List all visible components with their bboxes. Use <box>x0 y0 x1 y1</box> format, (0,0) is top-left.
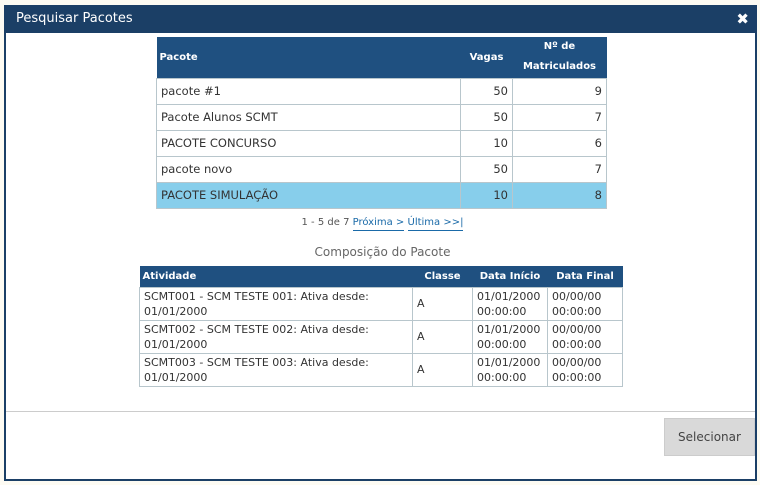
table-row[interactable] <box>157 104 607 130</box>
footer-divider <box>6 411 755 412</box>
column-header-vagas[interactable]: Vagas <box>461 37 513 78</box>
table-row <box>140 320 623 353</box>
pagination <box>6 217 759 228</box>
column-header-classe: Classe <box>413 266 473 287</box>
next-page-link[interactable]: Próxima > <box>353 217 405 231</box>
atividade-cell: SCMT003 - SCM TESTE 003: Ativa desde: 01/01/2000 <box>140 353 413 386</box>
package-name-cell: pacote novo <box>157 156 461 182</box>
dialog-title: Pesquisar Pacotes <box>16 11 133 26</box>
data-inicio-cell: 01/01/2000 00:00:00 <box>473 320 548 353</box>
column-header-atividade: Atividade <box>140 266 413 287</box>
atividade-cell: SCMT002 - SCM TESTE 002: Ativa desde: 01/01/2000 <box>140 320 413 353</box>
matriculados-cell: 6 <box>513 130 607 156</box>
column-header-data-final: Data Final <box>548 266 623 287</box>
matriculados-cell: 7 <box>513 156 607 182</box>
table-row[interactable] <box>157 130 607 156</box>
dialog-titlebar <box>4 5 757 33</box>
classe-cell: A <box>413 287 473 320</box>
vagas-cell: 10 <box>461 130 513 156</box>
table-row[interactable] <box>157 182 607 208</box>
data-final-cell: 00/00/00 00:00:00 <box>548 320 623 353</box>
data-inicio-cell: 01/01/2000 00:00:00 <box>473 353 548 386</box>
data-inicio-cell: 01/01/2000 00:00:00 <box>473 287 548 320</box>
table-row <box>140 287 623 320</box>
data-final-cell: 00/00/00 00:00:00 <box>548 353 623 386</box>
table-row[interactable] <box>157 156 607 182</box>
search-packages-dialog <box>4 5 757 481</box>
select-button[interactable]: Selecionar <box>664 418 755 456</box>
vagas-cell: 50 <box>461 156 513 182</box>
column-header-pacote[interactable]: Pacote <box>157 37 461 78</box>
close-icon[interactable]: ✖ <box>736 10 749 28</box>
vagas-cell: 10 <box>461 182 513 208</box>
table-row <box>140 353 623 386</box>
vagas-cell: 50 <box>461 104 513 130</box>
composition-table <box>139 266 623 387</box>
matriculados-cell: 7 <box>513 104 607 130</box>
table-row[interactable] <box>157 78 607 104</box>
data-final-cell: 00/00/00 00:00:00 <box>548 287 623 320</box>
last-page-link[interactable]: Última >>| <box>408 217 464 231</box>
matriculados-cell: 8 <box>513 182 607 208</box>
packages-table <box>156 37 607 209</box>
package-name-cell: PACOTE CONCURSO <box>157 130 461 156</box>
matriculados-cell: 9 <box>513 78 607 104</box>
package-name-cell: Pacote Alunos SCMT <box>157 104 461 130</box>
pagination-range: 1 - 5 de 7 <box>301 217 350 228</box>
atividade-cell: SCMT001 - SCM TESTE 001: Ativa desde: 01/01/2000 <box>140 287 413 320</box>
composition-title: Composição do Pacote <box>314 245 451 259</box>
vagas-cell: 50 <box>461 78 513 104</box>
package-name-cell: PACOTE SIMULAÇÃO <box>157 182 461 208</box>
classe-cell: A <box>413 353 473 386</box>
package-name-cell: pacote #1 <box>157 78 461 104</box>
column-header-data-inicio: Data Início <box>473 266 548 287</box>
column-header-matriculados[interactable]: Nº de Matriculados <box>513 37 607 78</box>
classe-cell: A <box>413 320 473 353</box>
